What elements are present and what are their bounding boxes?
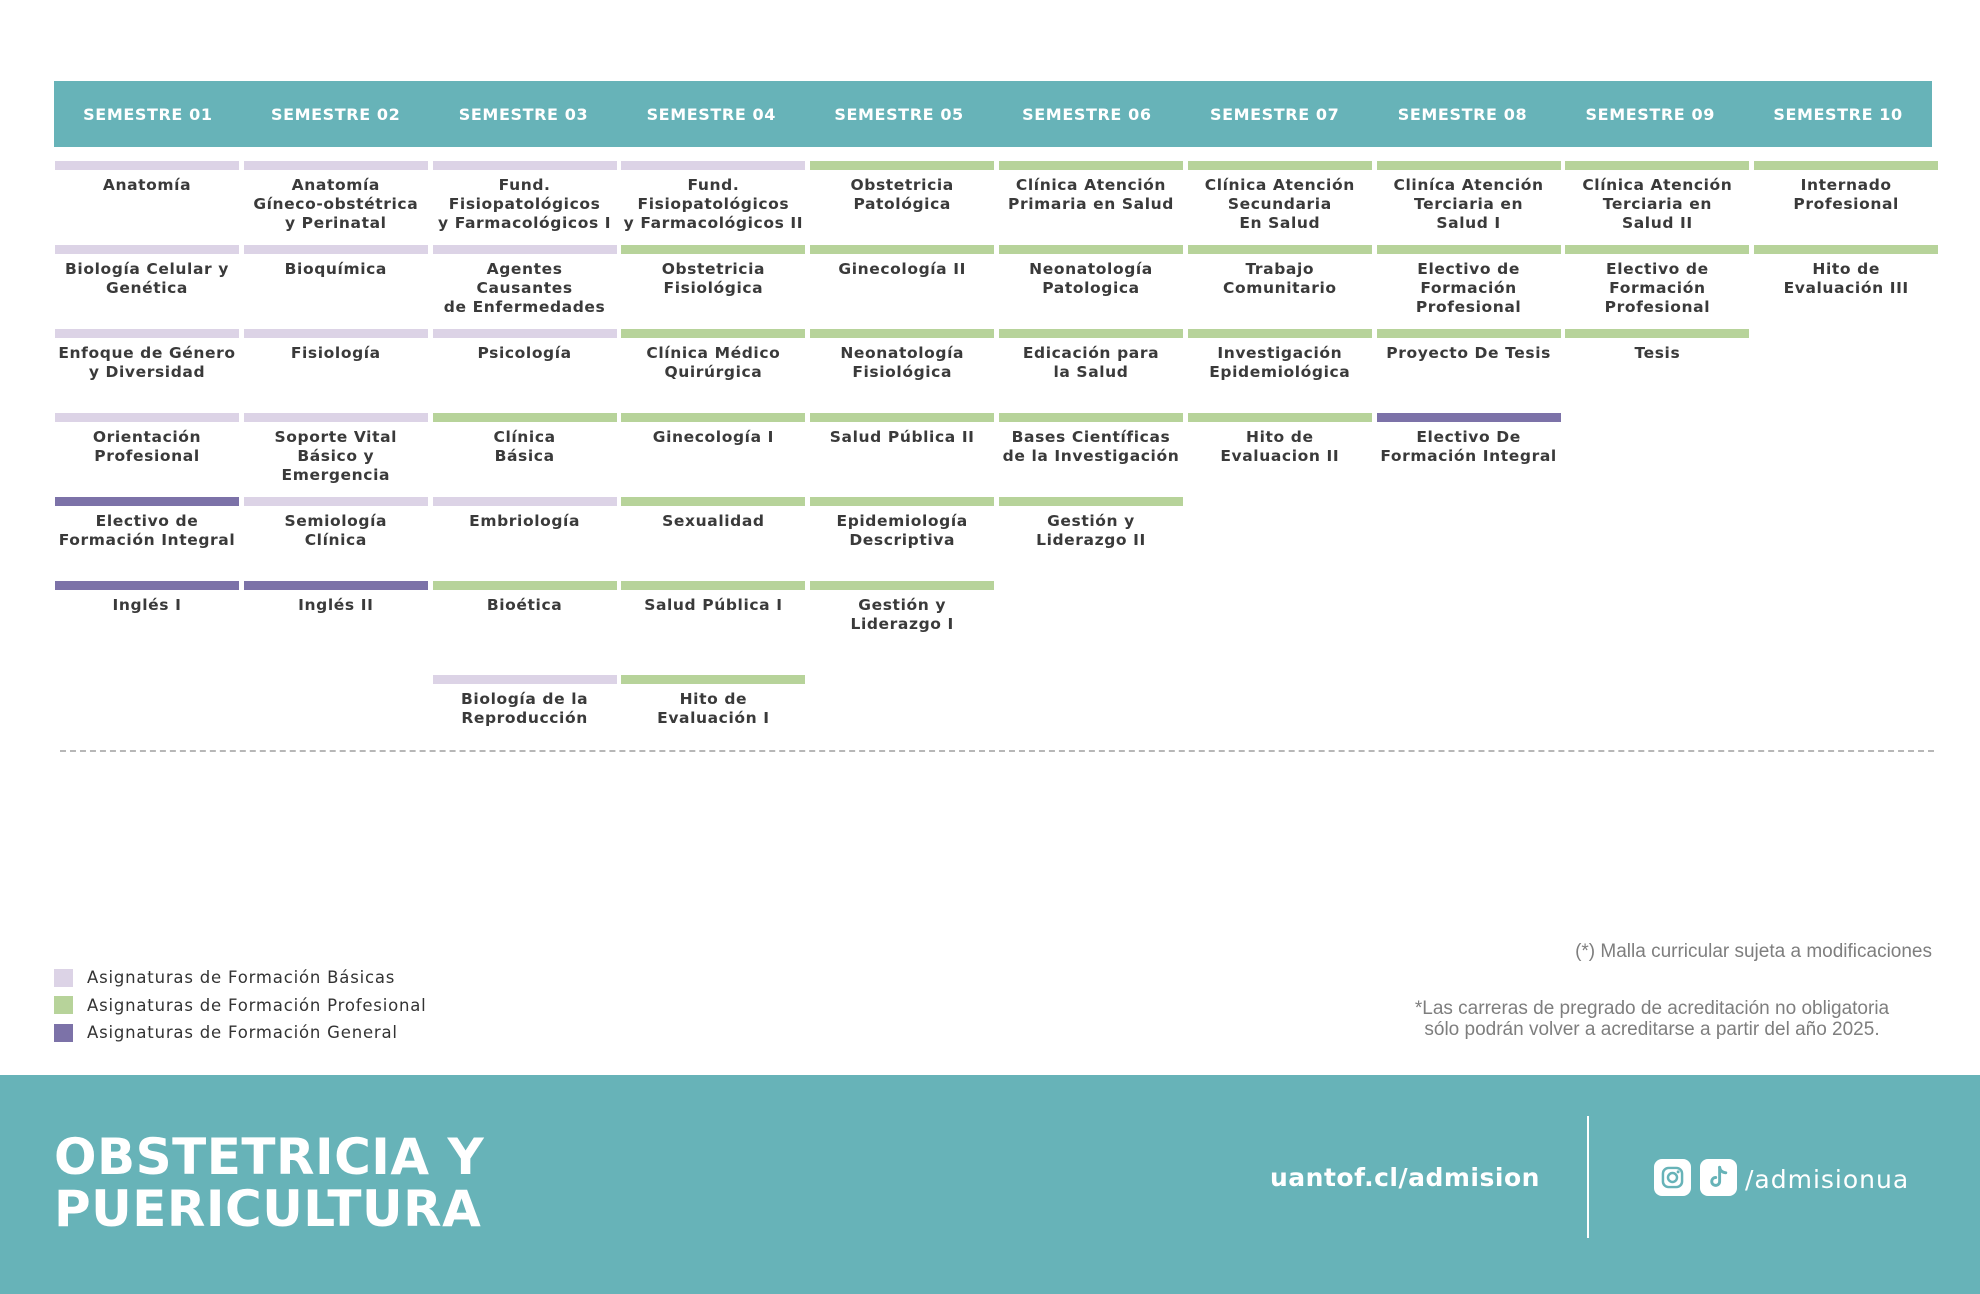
course-name: Clínica Atención Terciaria en Salud II [1582,176,1733,232]
instagram-icon[interactable] [1654,1159,1691,1196]
course-type-bar-profesional [810,329,994,338]
semester-header-06: SEMESTRE 06 [1022,104,1152,124]
course-type-bar-profesional [621,413,805,422]
course-type-bar-basica [244,245,428,254]
admission-link[interactable]: uantof.cl/admision [1270,1163,1540,1192]
course-name: Electivo De Formación Integral [1380,428,1557,465]
course-name: Hito de Evaluacion II [1220,428,1340,465]
course-type-bar-basica [621,161,805,170]
course-name: Bases Científicas de la Investigación [1002,428,1180,465]
course-cell [244,497,428,550]
semester-header-03: SEMESTRE 03 [458,104,589,124]
course-cell [1377,329,1561,363]
course-type-bar-profesional [810,497,994,506]
course-type-bar-profesional [1565,161,1749,170]
course-type-bar-profesional [810,245,994,254]
course-name: Fisiología [290,344,381,362]
course-cell [1377,245,1561,317]
course-cell [433,245,617,317]
course-cell [244,245,428,279]
course-name: Tesis [1634,344,1681,362]
legend-swatch [54,969,73,987]
course-cell [433,581,617,615]
course-type-bar-profesional [1188,245,1372,254]
course-cell [55,329,239,382]
course-name: Salud Pública II [829,428,975,446]
course-type-bar-basica [244,413,428,422]
course-cell [433,161,617,233]
course-name: Fund. Fisiopatológicos y Farmacológicos I [438,176,612,232]
course-name: Hito de Evaluación III [1783,260,1909,297]
semester-header-04: SEMESTRE 04 [646,104,776,124]
course-cell [621,329,805,382]
course-name: Trabajo Comunitario [1222,260,1337,297]
course-cell [810,497,994,550]
course-name: Inglés II [298,596,374,614]
course-cell [1565,161,1749,233]
course-cell [433,413,617,466]
course-type-bar-profesional [1377,161,1561,170]
course-name: Inglés I [112,596,182,614]
course-type-bar-profesional [1377,329,1561,338]
course-type-bar-basica [433,161,617,170]
course-name: Investigación Epidemiológica [1209,344,1351,381]
course-name: Ginecología II [838,260,966,278]
course-type-bar-basica [55,413,239,422]
course-name: Internado Profesional [1793,176,1899,213]
course-cell [810,245,994,279]
course-cell [244,413,428,485]
course-name: Sexualidad [662,512,765,530]
course-type-bar-profesional [1754,245,1938,254]
course-name: Bioquímica [284,260,387,278]
course-cell [999,245,1183,298]
course-name: Obstetricia Patológica [850,176,954,213]
course-name: Proyecto De Tesis [1386,344,1551,362]
course-cell [999,413,1183,466]
semester-header-09: SEMESTRE 09 [1585,104,1715,124]
course-type-bar-profesional [433,413,617,422]
course-cell [1188,161,1372,233]
course-type-bar-profesional [810,161,994,170]
course-cell [433,675,617,728]
course-type-bar-profesional [1377,245,1561,254]
legend-label: Asignaturas de Formación Profesional [87,995,427,1015]
course-type-bar-basica [55,245,239,254]
course-cell [810,329,994,382]
course-cell [244,581,428,615]
footer-divider [1587,1116,1589,1238]
course-name: Obstetricia Fisiológica [661,260,766,297]
course-type-bar-profesional [999,245,1183,254]
course-type-bar-basica [433,675,617,684]
course-cell [244,329,428,363]
course-cell [55,413,239,466]
course-name: Orientación Profesional [92,428,202,465]
semester-header-10: SEMESTRE 10 [1773,104,1903,124]
course-type-bar-basica [244,329,428,338]
course-name: Embriología [469,512,581,530]
course-name: Enfoque de Género y Diversidad [58,344,236,381]
course-cell [999,329,1183,382]
semester-header [54,81,1932,147]
course-name: Anatomía [102,176,192,194]
course-name: Anatomía Gíneco-obstétrica y Perinatal [253,176,419,232]
course-type-bar-profesional [433,581,617,590]
curriculum-grid [54,161,1932,741]
course-cell [55,245,239,298]
accreditation-note: *Las carreras de pregrado de acreditación no obligatoria sólo podrán volver a acreditarse a partir del año 2025. [1414,998,1890,1040]
course-type-bar-profesional [621,581,805,590]
semester-header-02: SEMESTRE 02 [270,104,401,124]
course-type-bar-basica [55,329,239,338]
course-name: Ginecología I [652,428,774,446]
course-cell [621,245,805,298]
legend-label: Asignaturas de Formación General [87,1023,398,1043]
course-cell [621,581,805,615]
divider-dashed [60,750,1934,752]
semester-header-08: SEMESTRE 08 [1397,104,1528,124]
course-name: Agentes Causantes de Enfermedades [443,260,606,316]
course-type-bar-profesional [999,161,1183,170]
career-title: OBSTETRICIA Y PUERICULTURA [54,1128,485,1238]
course-type-bar-profesional [999,329,1183,338]
course-type-bar-profesional [1565,329,1749,338]
course-type-bar-basica [433,245,617,254]
course-type-bar-profesional [810,413,994,422]
course-cell [621,413,805,447]
course-name: Fund. Fisiopatológicos y Farmacológicos II [623,176,804,232]
course-cell [621,675,805,728]
course-cell [1377,161,1561,233]
course-cell [810,413,994,447]
course-type-bar-profesional [1565,245,1749,254]
course-type-bar-general [1377,413,1561,422]
course-cell [810,581,994,634]
course-cell [810,161,994,214]
course-type-bar-basica [244,161,428,170]
course-cell [999,161,1183,214]
course-cell [55,581,239,615]
social-handle[interactable]: /admisionua [1745,1165,1910,1194]
legend-swatch [54,1024,73,1042]
course-type-bar-basica [55,161,239,170]
course-type-bar-general [55,581,239,590]
course-name: Gestión y Liderazgo I [850,596,954,633]
course-cell [1188,413,1372,466]
course-type-bar-basica [433,497,617,506]
course-name: Bioética [486,596,563,614]
course-name: Clínica Básica [493,428,556,465]
semester-header-01: SEMESTRE 01 [83,104,213,124]
course-name: Biología Celular y Genética [65,260,229,297]
course-type-bar-basica [433,329,617,338]
course-cell [433,329,617,363]
course-type-bar-profesional [621,329,805,338]
course-name: Salud Pública I [644,596,783,614]
course-cell [55,497,239,550]
course-name: Gestión y Liderazgo II [1036,512,1146,549]
course-name: Clínica Atención Secundaria En Salud [1204,176,1355,232]
course-name: Cliníca Atención Terciaria en Salud I [1393,176,1544,232]
course-type-bar-basica [244,497,428,506]
course-name: Psicología [477,344,572,362]
course-name: Hito de Evaluación I [657,690,770,727]
course-name: Clínica Médico Quirúrgica [646,344,781,381]
course-cell [1565,329,1749,363]
course-type-bar-profesional [621,245,805,254]
legend-swatch [54,996,73,1014]
course-type-bar-profesional [999,497,1183,506]
course-type-bar-profesional [810,581,994,590]
course-type-bar-profesional [621,675,805,684]
course-cell [1188,245,1372,298]
legend-item-general [54,1019,427,1047]
course-name: Edicación para la Salud [1022,344,1160,381]
course-cell [433,497,617,531]
legend-item-profesional [54,992,427,1020]
legend-item-basica [54,964,427,992]
footer [0,1075,1980,1294]
course-name: Clínica Atención Primaria en Salud [1008,176,1174,213]
course-cell [1377,413,1561,466]
course-name: Semiología Clínica [284,512,388,549]
course-cell [621,161,805,233]
course-type-bar-profesional [1188,413,1372,422]
course-type-bar-profesional [1754,161,1938,170]
course-type-bar-general [55,497,239,506]
modifications-note: (*) Malla curricular sujeta a modificaciones [1575,941,1932,962]
course-name: Electivo de Formación Profesional [1415,260,1522,316]
legend [54,964,427,1047]
course-type-bar-profesional [1188,161,1372,170]
course-cell [999,497,1183,550]
course-cell [1565,245,1749,317]
course-cell [1188,329,1372,382]
course-type-bar-profesional [1188,329,1372,338]
course-name: Neonatología Fisiológica [840,344,965,381]
course-type-bar-general [244,581,428,590]
course-name: Soporte Vital Básico y Emergencia [274,428,398,484]
course-name: Biología de la Reproducción [461,690,589,727]
course-name: Neonatología Patologica [1029,260,1153,297]
course-type-bar-profesional [621,497,805,506]
course-cell [621,497,805,531]
course-type-bar-profesional [999,413,1183,422]
semester-header-07: SEMESTRE 07 [1209,104,1340,124]
semester-header-05: SEMESTRE 05 [834,104,964,124]
course-cell [244,161,428,233]
course-name: Electivo de Formación Integral [58,512,236,549]
course-cell [1754,161,1938,214]
course-name: Electivo de Formación Profesional [1604,260,1711,316]
legend-label: Asignaturas de Formación Básicas [87,968,396,988]
tiktok-icon[interactable] [1700,1159,1737,1196]
course-cell [1754,245,1938,298]
course-cell [55,161,239,195]
course-name: Epidemiología Descriptiva [836,512,968,549]
